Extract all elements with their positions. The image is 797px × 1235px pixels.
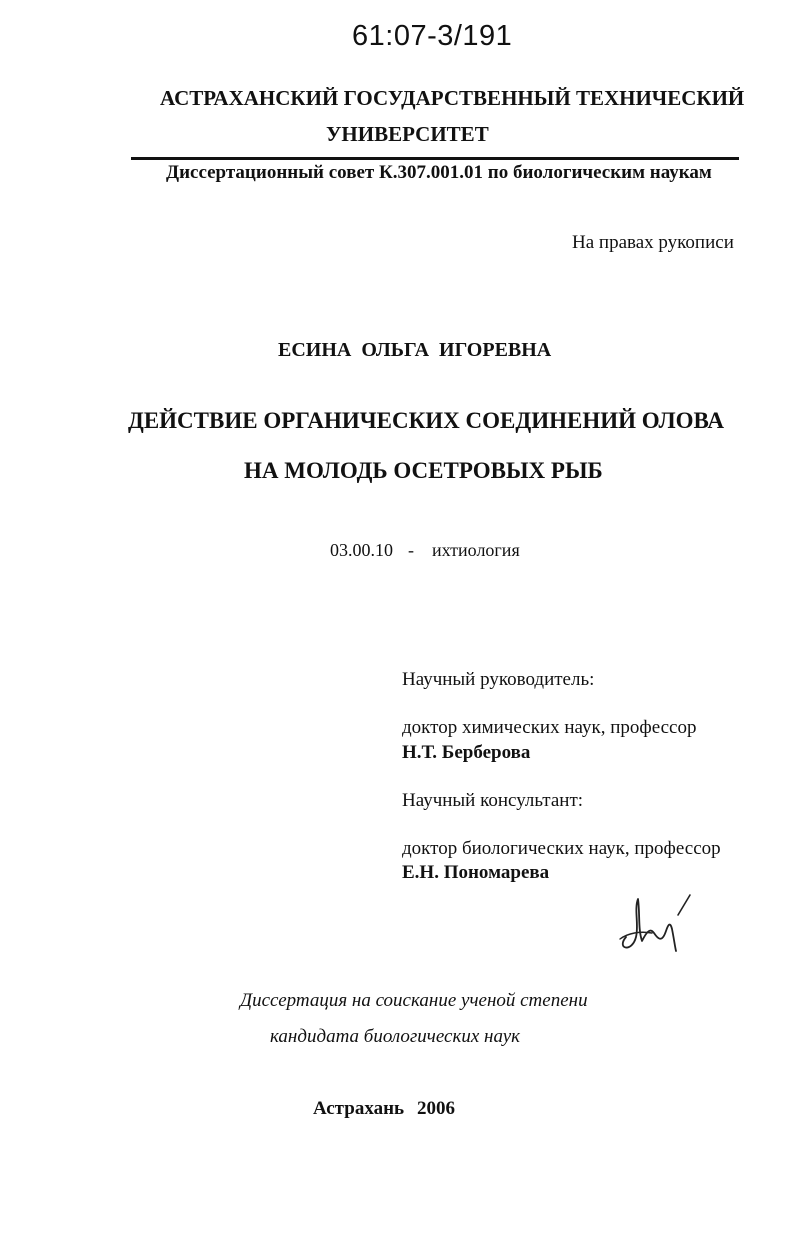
supervisor-name: Н.Т. Берберова — [402, 742, 531, 763]
header-divider — [131, 157, 739, 160]
consultant-label: Научный консультант: — [402, 790, 584, 811]
dissertation-purpose-line2: кандидата биологических наук — [270, 1026, 521, 1047]
author-name: ЕСИНА ОЛЬГА ИГОРЕВНА — [278, 339, 552, 361]
university-name-line2: УНИВЕРСИТЕТ — [326, 122, 489, 146]
consultant-name: Е.Н. Пономарева — [402, 862, 550, 883]
dissertation-purpose-line1: Диссертация на соискание ученой степени — [240, 990, 588, 1011]
specialty-code: 03.00.10 — [330, 540, 393, 560]
place: Астрахань — [313, 1098, 405, 1119]
supervisor-label: Научный руководитель: — [402, 669, 595, 690]
thesis-title-line2: НА МОЛОДЬ ОСЕТРОВЫХ РЫБ — [244, 458, 603, 483]
thesis-title-line1: ДЕЙСТВИЕ ОРГАНИЧЕСКИХ СОЕДИНЕНИЙ ОЛОВА — [128, 408, 725, 433]
specialty-name: ихтиология — [432, 540, 520, 560]
supervisor-degree: доктор химических наук, профессор — [402, 717, 697, 738]
handwritten-signature — [612, 893, 694, 955]
university-name-line1: АСТРАХАНСКИЙ ГОСУДАРСТВЕННЫЙ ТЕХНИЧЕСКИЙ — [160, 86, 745, 110]
year: 2006 — [417, 1098, 455, 1119]
catalog-code: 61:07-3/191 — [352, 20, 513, 52]
manuscript-rights-note: На правах рукописи — [572, 232, 734, 253]
consultant-degree: доктор биологических наук, профессор — [402, 838, 721, 859]
specialty-dash: - — [408, 540, 414, 560]
dissertation-council: Диссертационный совет К.307.001.01 по биологическим наукам — [166, 162, 712, 183]
